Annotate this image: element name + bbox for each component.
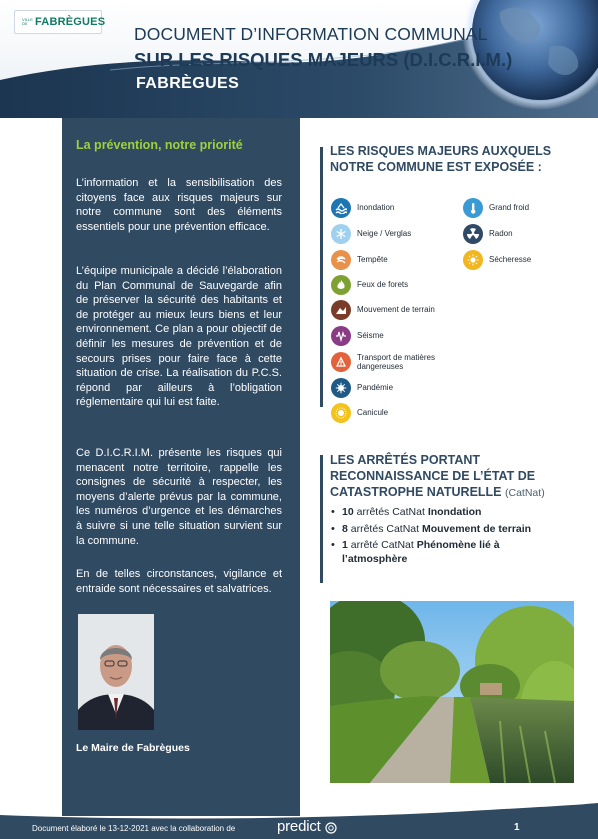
risk-label: Transport de matières dangereuses — [357, 352, 435, 371]
risk-label: Pandémie — [357, 383, 394, 393]
risk-item — [331, 198, 394, 218]
mayor-caption: Le Maire de Fabrègues — [76, 742, 190, 754]
hazmat-icon — [331, 352, 351, 372]
footer-credit: Document élaboré le 13-12-2021 avec la collaboration de — [32, 824, 236, 833]
earthquake-icon — [331, 326, 351, 346]
catnat-section-bar — [320, 455, 323, 583]
risk-label: Inondation — [357, 203, 395, 213]
snowflake-icon — [331, 224, 351, 244]
risk-item — [331, 378, 393, 398]
flood-icon — [331, 198, 351, 218]
logo-small-text: VILLE DE — [22, 17, 33, 26]
catnat-item: • 10 arrêtés CatNat Inondation — [330, 506, 558, 520]
mayor-portrait — [78, 614, 154, 730]
risk-item — [331, 326, 384, 346]
risk-label: Mouvement de terrain — [357, 305, 435, 315]
risk-item — [331, 224, 411, 244]
page-header — [0, 0, 598, 118]
risk-label: Séisme — [357, 331, 384, 341]
risk-label: Sécheresse — [489, 255, 532, 265]
catnat-title-text: LES ARRÊTÉS PORTANT RECONNAISSANCE DE L’ÉTAT DE CATASTROPHE NATURELLE — [330, 453, 536, 499]
risks-section-bar — [320, 147, 323, 407]
dicrim-paragraph: Ce D.I.C.R.I.M. présente les risques qui menacent notre territoire, rappelle les consignes de sécurité à respecter, les moyens d’alerte prévus par la commune, les numéros d’urgence et les démarches à suivre si une telle situation survient sur la commune. — [76, 447, 282, 547]
storm-icon — [331, 250, 351, 270]
risk-item — [331, 403, 388, 423]
risk-label: Canicule — [357, 408, 389, 418]
risk-label: Radon — [489, 229, 513, 239]
predict-logo-icon — [325, 822, 337, 834]
risk-label: Feux de forets — [357, 280, 409, 290]
sun-icon — [463, 250, 483, 270]
document-title-line1: DOCUMENT D’INFORMATION COMMUNAL — [134, 24, 488, 44]
risks-title: LES RISQUES MAJEURS AUXQUELS NOTRE COMMUNE EST EXPOSÉE : — [330, 144, 552, 174]
fire-icon — [331, 275, 351, 295]
vigilance-paragraph: En de telles circonstances, vigilance et entraide sont nécessaires et salvatrices. — [76, 568, 282, 595]
page-footer — [0, 803, 598, 839]
risk-label: Neige / Verglas — [357, 229, 412, 239]
intro-paragraph: L’information et la sensibilisation des citoyens face aux risques majeurs sur notre commune sont des éléments essentiels pour une prévention efficace. — [76, 177, 282, 233]
risk-item — [463, 198, 529, 218]
risk-label: Grand froid — [489, 203, 530, 213]
city-logo[interactable] — [14, 10, 106, 34]
catnat-title-paren: (CatNat) — [505, 487, 545, 499]
risk-label: Tempête — [357, 255, 388, 265]
thermometer-icon — [463, 198, 483, 218]
logo-name: FABRÈGUES — [35, 16, 106, 28]
catnat-list — [330, 506, 558, 569]
mayor-message-panel — [62, 118, 300, 816]
commune-name: FABRÈGUES — [136, 75, 240, 92]
panel-subtitle: La prévention, notre priorité — [76, 138, 243, 152]
risk-item — [463, 250, 531, 270]
predict-brand: predict — [277, 818, 321, 835]
risk-item — [331, 275, 408, 295]
risk-item — [331, 300, 435, 320]
risk-item — [331, 352, 467, 372]
catnat-item: • 1 arrêté CatNat Phénomène lié à l’atmosphère — [330, 539, 558, 566]
landslide-icon — [331, 300, 351, 320]
catnat-item: • 8 arrêtés CatNat Mouvement de terrain — [330, 523, 558, 537]
catnat-title — [330, 452, 570, 501]
virus-icon — [331, 378, 351, 398]
risk-item — [331, 250, 388, 270]
river-landscape-photo — [330, 601, 574, 783]
document-title-line2: SUR LES RISQUES MAJEURS (D.I.C.R.I.M.) — [134, 49, 513, 70]
page-number: 1 — [514, 822, 520, 833]
risk-item — [463, 224, 513, 244]
radon-icon — [463, 224, 483, 244]
heat-icon — [331, 403, 351, 423]
pcs-paragraph: L’équipe municipale a décidé l’élaboration du Plan Communal de Sauvegarde afin de préserver la sécurité des habitants et de protéger au mieux leurs biens et leur environnement. Ce plan a pour objectif de définir les mesures de prévention et de secours prises pour faire face à cette situation de crise. La réalisation du P.C.S. répond par ailleurs à l’obligation réglementaire qui lui est faite. — [76, 265, 282, 409]
